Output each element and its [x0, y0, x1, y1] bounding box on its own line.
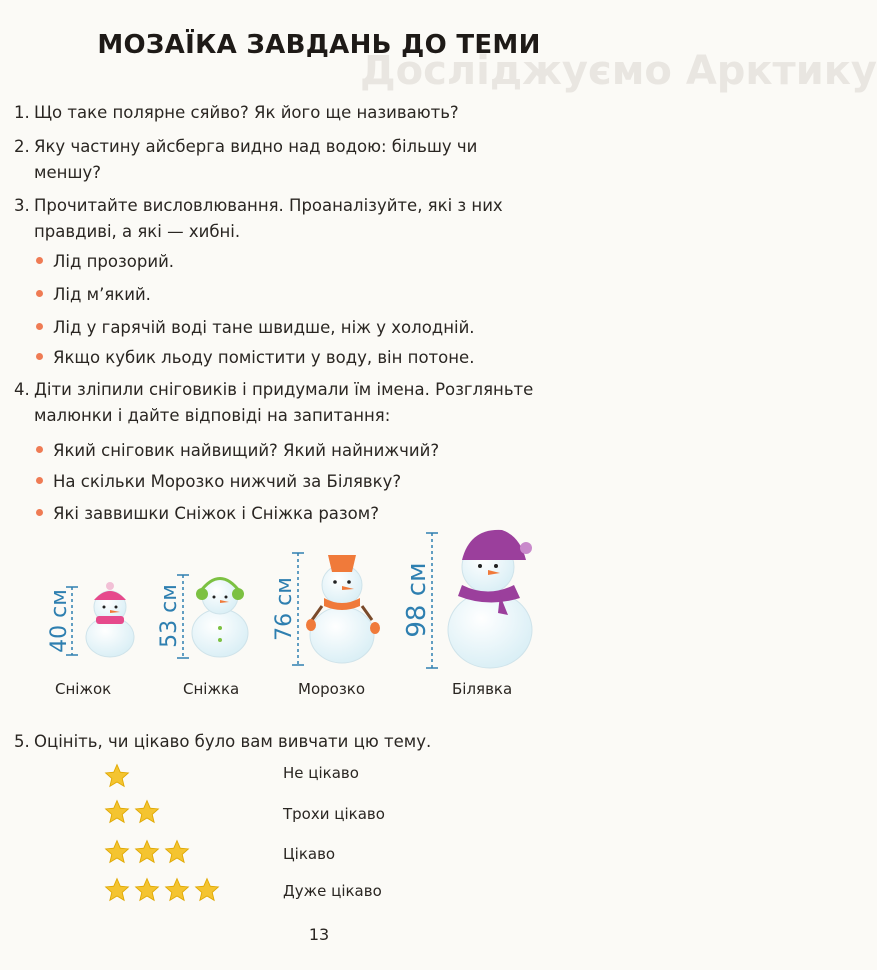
statement-item: Лід у гарячій воді тане швидше, ніж у холодній.	[36, 316, 475, 340]
snowman-question-item: Які заввишки Сніжок і Сніжка разом?	[36, 502, 379, 526]
height-label: 40 см	[47, 589, 72, 653]
star-icon	[164, 839, 190, 865]
star-icon	[104, 799, 130, 825]
snowman-name: Білявка	[452, 680, 513, 698]
rating-stars-4[interactable]	[104, 877, 220, 903]
statement-item: Якщо кубик льоду помістити у воду, він потоне.	[36, 346, 474, 370]
bleed-through-text: Досліджуємо Арктику	[360, 48, 877, 94]
star-icon	[194, 877, 220, 903]
star-icon	[134, 877, 160, 903]
star-icon	[104, 877, 130, 903]
rating-stars-3[interactable]	[104, 839, 190, 865]
rating-label: Трохи цікаво	[283, 805, 385, 823]
snowman-snizhok	[47, 582, 134, 657]
question-3: 3. Прочитайте висловлювання. Проаналізуйте, які з них правдиві, а які — хибні.	[14, 196, 503, 241]
snowman-name: Морозко	[298, 680, 366, 698]
page-number: 13	[308, 925, 330, 944]
snowman-question-item: Який сніговик найвищий? Який найнижчий?	[36, 439, 439, 463]
snowman-snizhka	[157, 575, 248, 658]
star-icon	[134, 799, 160, 825]
snowman-name: Сніжок	[55, 680, 112, 698]
rating-label: Дуже цікаво	[283, 882, 382, 900]
page-title: МОЗАЇКА ЗАВДАНЬ ДО ТЕМИ	[97, 30, 541, 60]
star-icon	[104, 763, 130, 789]
height-label: 53 см	[157, 584, 182, 648]
statement-item: Лід м’який.	[36, 283, 151, 307]
snowman-morozko	[272, 553, 380, 665]
height-label: 98 см	[402, 562, 432, 638]
snowmen-illustration	[0, 520, 638, 680]
height-label: 76 см	[272, 577, 297, 641]
rating-stars-1[interactable]	[104, 763, 130, 789]
star-icon	[164, 877, 190, 903]
question-5: 5. Оцініть, чи цікаво було вам вивчати цю тему.	[14, 732, 432, 751]
star-icon	[134, 839, 160, 865]
rating-label: Цікаво	[283, 845, 336, 863]
question-2: 2. Яку частину айсберга видно над водою: більшу чи меншу?	[14, 137, 478, 182]
question-1: 1. Що таке полярне сяйво? Як його ще називають?	[14, 103, 459, 122]
rating-label: Не цікаво	[283, 764, 359, 782]
question-4: 4. Діти зліпили сніговиків і придумали їм імена. Розгляньте малюнки і дайте відповіді на запитання:	[14, 380, 534, 425]
star-icon	[104, 839, 130, 865]
rating-stars-2[interactable]	[104, 799, 160, 825]
snowman-bilyavka	[402, 530, 532, 668]
statement-item: Лід прозорий.	[36, 250, 174, 274]
snowman-question-item: На скільки Морозко нижчий за Білявку?	[36, 470, 401, 494]
snowman-name: Сніжка	[183, 680, 240, 698]
